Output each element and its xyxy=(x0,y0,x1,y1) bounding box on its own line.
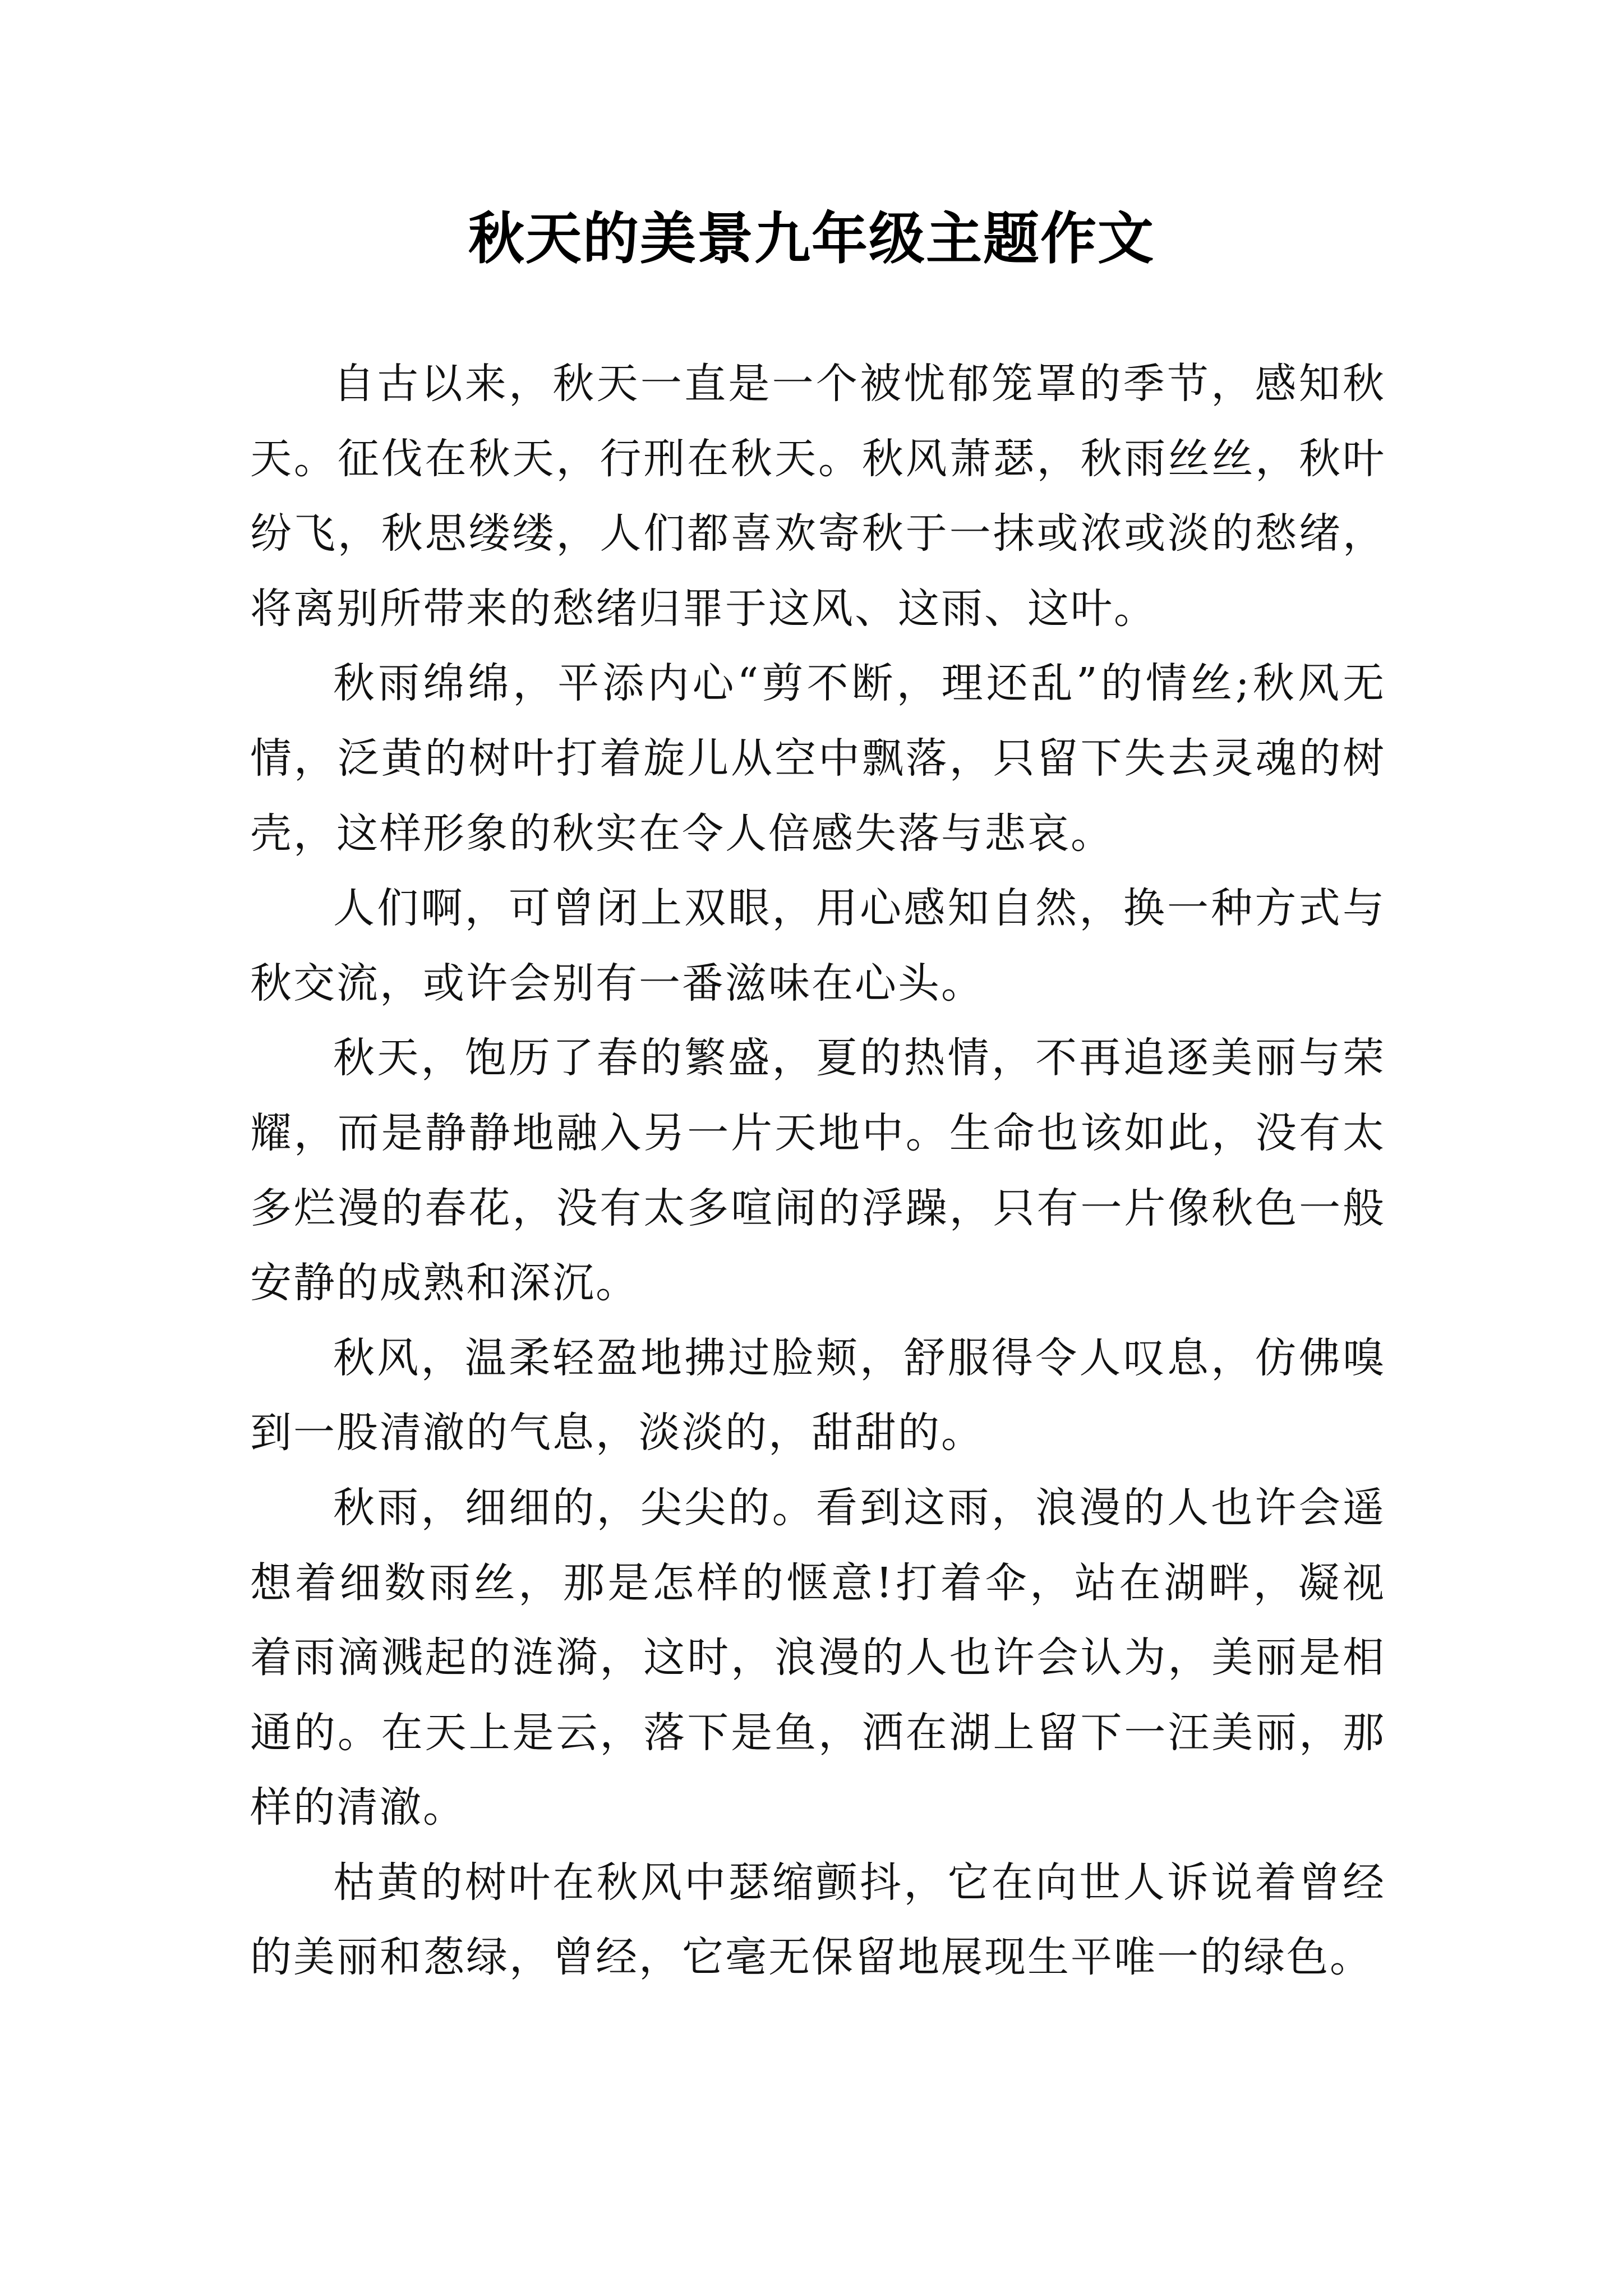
paragraph-4: 秋天，饱历了春的繁盛，夏的热情，不再追逐美丽与荣耀，而是静静地融入另一片天地中。生命也该如此，没有太多烂漫的春花，没有太多喧闹的浮躁，只有一片像秋色一般安静的成熟和深沉。 xyxy=(250,1034,1386,1308)
paragraph-6: 秋雨，细细的，尖尖的。看到这雨，浪漫的人也许会遥想着细数雨丝，那是怎样的惬意!打着伞，站在湖畔，凝视着雨滴溅起的涟漪，这时，浪漫的人也许会认为，美丽是相通的。在天上是云，落下是鱼，洒在湖上留下一汪美丽，那样的清澈。 xyxy=(250,1483,1386,1832)
paragraph-7: 枯黄的树叶在秋风中瑟缩颤抖，它在向世人诉说着曾经的美丽和葱绿，曾经，它毫无保留地展现生平唯一的绿色。 xyxy=(250,1858,1386,1982)
paragraph-5: 秋风，温柔轻盈地拂过脸颊，舒服得令人叹息，仿佛嗅到一股清澈的气息，淡淡的，甜甜的。 xyxy=(250,1333,1386,1457)
paragraph-3: 人们啊，可曾闭上双眼，用心感知自然，换一种方式与秋交流，或许会别有一番滋味在心头。 xyxy=(250,884,1386,1007)
paragraph-1: 自古以来，秋天一直是一个被忧郁笼罩的季节，感知秋天。征伐在秋天，行刑在秋天。秋风萧瑟，秋雨丝丝，秋叶纷飞，秋思缕缕，人们都喜欢寄秋于一抹或浓或淡的愁绪，将离别所带来的愁绪归罪于这风、这雨、这叶。 xyxy=(250,360,1386,633)
paragraph-2: 秋雨绵绵，平添内心“剪不断，理还乱”的情丝;秋风无情，泛黄的树叶打着旋儿从空中飘落，只留下失去灵魂的树壳，这样形象的秋实在令人倍感失落与悲哀。 xyxy=(250,659,1386,858)
document-title: 秋天的美景九年级主题作文 xyxy=(468,205,1155,272)
document-body xyxy=(250,347,1386,1995)
